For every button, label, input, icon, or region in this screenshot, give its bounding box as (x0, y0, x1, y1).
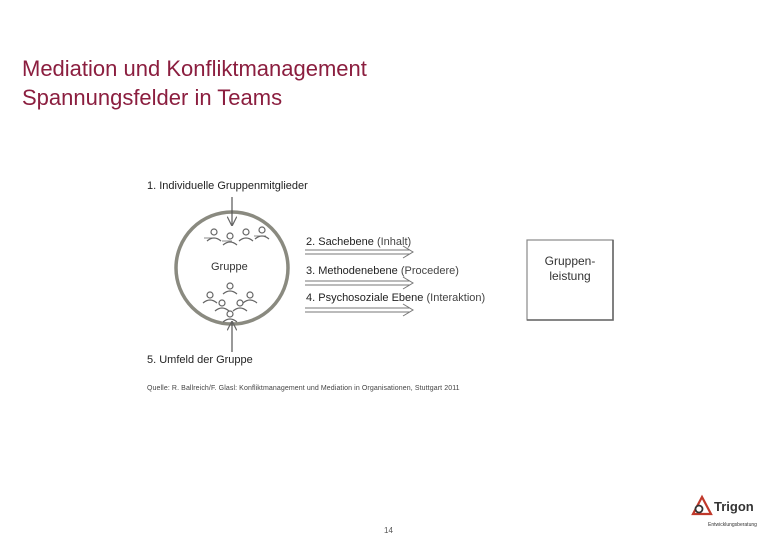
label-level-2 (306, 236, 411, 248)
source-citation: Quelle: R. Ballreich/F. Glasl: Konfliktmanagement und Mediation in Organisationen, Stuttgart 2011 (147, 385, 460, 392)
logo-tagline: Entwicklungsberatung (708, 522, 757, 528)
logo-name: Trigon (714, 499, 754, 514)
level-3-main: 3. Methodenebene (306, 265, 398, 277)
page-number: 14 (384, 526, 393, 535)
level-4-main: 4. Psychosoziale Ebene (306, 292, 424, 304)
level-2-main: 2. Sachebene (306, 236, 374, 248)
level-arrow-4 (305, 304, 413, 316)
trigon-logo-icon (690, 494, 714, 518)
label-level-3 (306, 265, 459, 277)
people-icon-lower (203, 283, 257, 322)
title-line-1: Mediation und Konfliktmanagement (22, 56, 367, 81)
people-icon-upper (204, 227, 269, 245)
label-group: Gruppe (211, 261, 248, 273)
group-performance-label (528, 254, 612, 284)
result-line-2: leistung (549, 269, 591, 283)
label-level-4 (306, 292, 485, 304)
level-2-sub: (Inhalt) (376, 236, 412, 248)
result-line-1: Gruppen- (544, 254, 596, 268)
level-arrow-3 (305, 277, 413, 289)
title-line-2: Spannungsfelder in Teams (22, 85, 283, 110)
level-3-sub: (Procedere) (400, 265, 459, 277)
label-individual-members: 1. Individuelle Gruppenmitglieder (147, 180, 308, 192)
trigon-logo (690, 494, 776, 534)
label-environment: 5. Umfeld der Gruppe (147, 354, 253, 366)
level-4-sub: (Interaktion) (426, 292, 486, 304)
